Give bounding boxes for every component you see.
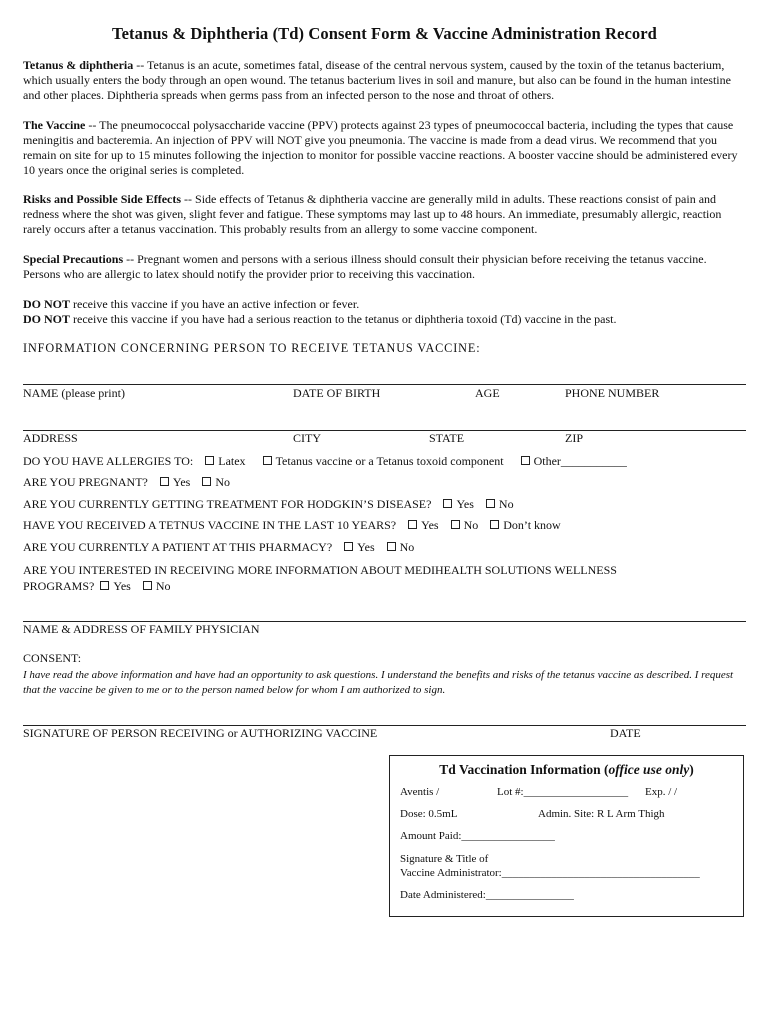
pregnant-yes-label: Yes (172, 475, 191, 489)
physician-label: NAME & ADDRESS OF FAMILY PHYSICIAN (23, 622, 260, 636)
consent-label: CONSENT: (23, 651, 82, 665)
admin-site-field[interactable]: Admin. Site: R L Arm Thigh (538, 808, 665, 820)
patient-label: ARE YOU CURRENTLY A PATIENT AT THIS PHARMACY? (23, 540, 333, 554)
tetanus-heading: Tetanus & diphtheria (23, 58, 134, 72)
precautions-heading: Special Precautions (23, 252, 124, 266)
risks-text: -- Side effects of Tetanus & diphtheria vaccine are generally mild in adults. These reactions consist of pain and redness where the shot was given, slight fever and fatigue. These symptoms may last up to 48 hours. An immediate, presumably allergic, reaction rarely occurs after a tetanus vaccination. This probably results from an allergy to some vaccine component. (23, 192, 722, 236)
pregnant-no-label: No (215, 475, 231, 489)
pregnant-question (23, 475, 230, 490)
do-not-heading-1: DO NOT (23, 297, 71, 311)
vaccine-paragraph (23, 118, 743, 178)
office-title-end: ) (689, 762, 694, 777)
vaccine-heading: The Vaccine (23, 118, 86, 132)
other-allergy-option: Other___________ (533, 454, 627, 468)
name-label: NAME (please print) (23, 386, 125, 400)
do-not-heading-2: DO NOT (23, 312, 71, 326)
name-line[interactable] (23, 384, 746, 385)
pregnant-label: ARE YOU PREGNANT? (23, 475, 148, 489)
form-title: Tetanus & Diphtheria (Td) Consent Form & Vaccine Administration Record (112, 24, 657, 43)
office-box-title (390, 762, 743, 778)
signature-label: SIGNATURE OF PERSON RECEIVING or AUTHORIZING VACCINE (23, 726, 378, 740)
tetanus-10-yes-label: Yes (421, 518, 439, 532)
tetanus-10-dont-know-checkbox[interactable] (490, 520, 499, 529)
tetanus-10-dont-know-label: Don’t know (503, 518, 561, 532)
dob-label: DATE OF BIRTH (293, 386, 381, 400)
date-administered-field[interactable]: Date Administered:________________ (400, 889, 574, 901)
more-info-yes-label: Yes (113, 579, 131, 593)
tetanus-paragraph (23, 58, 743, 103)
consent-text: I have read the above information and have had an opportunity to ask questions. I understand the benefits and risks of the tetanus vaccine as described. I request that the vaccine be given to me or to the person named below for whom I am authorized to sign. (23, 669, 734, 696)
exp-field[interactable]: Exp. / / (645, 786, 678, 798)
hodgkins-label: ARE YOU CURRENTLY GETTING TREATMENT FOR HODGKIN’S DISEASE? (23, 497, 432, 511)
more-info-no-checkbox[interactable] (143, 581, 152, 590)
more-info-yes-checkbox[interactable] (100, 581, 109, 590)
administrator-field[interactable]: Vaccine Administrator:____________________________________ (400, 867, 700, 879)
risks-heading: Risks and Possible Side Effects (23, 192, 182, 206)
hodgkins-yes-label: Yes (456, 497, 474, 511)
address-label: ADDRESS (23, 431, 78, 445)
do-not-text-2: receive this vaccine if you have had a serious reaction to the tetanus or diphtheria toxoid (Td) vaccine in the past. (70, 312, 617, 326)
patient-yes-label: Yes (357, 540, 375, 554)
patient-yes-checkbox[interactable] (344, 542, 353, 551)
office-title-italic: office use only (608, 762, 690, 777)
dose-field: Dose: 0.5mL (400, 808, 458, 820)
age-label: AGE (475, 386, 500, 400)
amount-paid-field[interactable]: Amount Paid:_________________ (400, 830, 555, 842)
info-heading: INFORMATION CONCERNING PERSON TO RECEIVE TETANUS VACCINE: (23, 341, 481, 355)
more-info-question (23, 562, 683, 594)
tetanus-10-yes-checkbox[interactable] (408, 520, 417, 529)
patient-no-label: No (399, 540, 415, 554)
lot-field[interactable]: Lot #:___________________ (497, 786, 629, 798)
hodgkins-no-checkbox[interactable] (486, 499, 495, 508)
zip-label: ZIP (565, 431, 583, 445)
tetanus-10-no-label: No (463, 518, 479, 532)
office-use-box (389, 755, 744, 917)
more-info-label: ARE YOU INTERESTED IN RECEIVING MORE INFORMATION ABOUT MEDIHEALTH SOLUTIONS WELLNESS PROGRAMS? (23, 563, 617, 593)
tetanus-text: -- Tetanus is an acute, sometimes fatal, disease of the central nervous system, caused by the toxin of the tetanus bacterium, which usually enters the body through an open wound. The tetanus bacterium lives in soil and manure, but also can be found in the human intestine and other places. Diphtheria spreads when germs pass from an infected person to the nose and throat of others. (23, 58, 731, 102)
hodgkins-question (23, 497, 514, 512)
latex-checkbox[interactable] (205, 456, 214, 465)
allergies-label: DO YOU HAVE ALLERGIES TO: (23, 454, 194, 468)
aventis-field: Aventis / (400, 786, 440, 798)
precautions-text: -- Pregnant women and persons with a serious illness should consult their physician before receiving the tetanus vaccine. Persons who are allergic to latex should notify the provider prior to receiving this vaccination. (23, 252, 707, 281)
phone-label: PHONE NUMBER (565, 386, 660, 400)
state-label: STATE (429, 431, 465, 445)
do-not-text-1: receive this vaccine if you have an active infection or fever. (70, 297, 360, 311)
do-not-line-1 (23, 297, 743, 312)
other-allergy-checkbox[interactable] (521, 456, 530, 465)
signature-date-label: DATE (610, 726, 641, 740)
tetanus-component-checkbox[interactable] (263, 456, 272, 465)
precautions-paragraph (23, 252, 743, 282)
pregnant-no-checkbox[interactable] (202, 477, 211, 486)
risks-paragraph (23, 192, 743, 237)
tetanus-10-no-checkbox[interactable] (451, 520, 460, 529)
hodgkins-no-label: No (498, 497, 514, 511)
tetanus-10-years-label: HAVE YOU RECEIVED A TETNUS VACCINE IN THE LAST 10 YEARS? (23, 518, 397, 532)
allergies-question (23, 454, 627, 469)
more-info-no-label: No (155, 579, 171, 593)
hodgkins-yes-checkbox[interactable] (443, 499, 452, 508)
address-line[interactable] (23, 430, 746, 431)
city-label: CITY (293, 431, 321, 445)
patient-question (23, 540, 414, 555)
pregnant-yes-checkbox[interactable] (160, 477, 169, 486)
tetanus-component-option: Tetanus vaccine or a Tetanus toxoid component (275, 454, 504, 468)
latex-option: Latex (218, 454, 246, 468)
do-not-line-2 (23, 312, 743, 327)
patient-no-checkbox[interactable] (387, 542, 396, 551)
signature-title-label: Signature & Title of (400, 853, 489, 865)
office-title-text: Td Vaccination Information ( (439, 762, 609, 777)
tetanus-10-years-question (23, 518, 561, 533)
vaccine-text: -- The pneumococcal polysaccharide vaccine (PPV) protects against 23 types of pneumococcal bacteria, including the types that cause meningitis and bacteremia. An injection of PPV will NOT give you pneumonia. The vaccine is made from a dead virus. We recommend that you remain on site for up to 15 minutes following the injection to monitor for possible vaccine reactions. A booster vaccine should be administered every 10 years once the original series is completed. (23, 118, 738, 177)
